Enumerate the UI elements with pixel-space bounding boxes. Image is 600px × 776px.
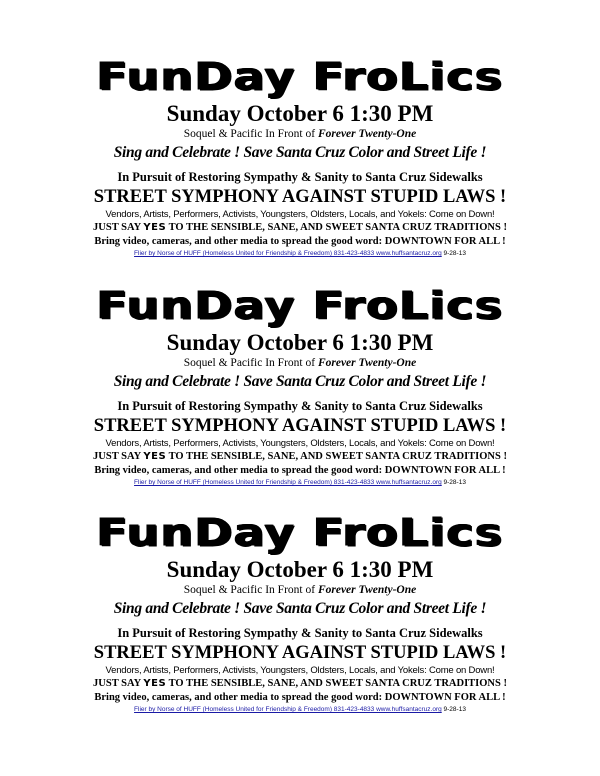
justsay-prefix: JUST SAY: [93, 451, 144, 462]
yes-word: YES: [143, 451, 167, 462]
event-location: [0, 583, 600, 598]
event-date: Sunday October 6 1:30 PM: [166, 330, 434, 355]
symphony-headline: STREET SYMPHONY AGAINST STUPID LAWS !: [93, 643, 507, 663]
event-date: Sunday October 6 1:30 PM: [166, 557, 434, 582]
headline-text: FunDay FroLics: [96, 55, 504, 99]
justsay-prefix: JUST SAY: [93, 678, 144, 689]
bring-media-line: Bring video, cameras, and other media to spread the good word: DOWNTOWN FOR ALL !: [94, 692, 506, 703]
pursuit-line: In Pursuit of Restoring Sympathy & Sanity to Santa Cruz Sidewalks: [117, 170, 483, 184]
flyer-headline: [0, 53, 600, 101]
vendors-line: Vendors, Artists, Performers, Activists, Youngsters, Oldsters, Locals, and Yokels: Come on Down!: [105, 665, 495, 676]
pursuit-line: In Pursuit of Restoring Sympathy & Sanity to Santa Cruz Sidewalks: [117, 399, 483, 413]
location-prefix: Soquel & Pacific In Front of: [183, 128, 318, 140]
sing-slogan: Sing and Celebrate ! Save Santa Cruz Color and Street Life !: [113, 373, 487, 390]
justsay-prefix: JUST SAY: [93, 222, 144, 233]
sing-slogan: Sing and Celebrate ! Save Santa Cruz Color and Street Life !: [113, 144, 487, 161]
event-location: [0, 127, 600, 142]
event-date: Sunday October 6 1:30 PM: [166, 101, 434, 126]
location-prefix: Soquel & Pacific In Front of: [183, 584, 318, 596]
flyer-3: [0, 508, 600, 715]
location-store: Forever Twenty-One: [317, 584, 417, 596]
justsay-suffix: TO THE SENSIBLE, SANE, AND SWEET SANTA CRUZ TRADITIONS !: [166, 678, 507, 689]
credit-link[interactable]: Flier by Norse of HUFF (Homeless United for Friendship & Freedom) 831-423-4833 www.huffsantacruz.org: [134, 479, 442, 486]
flier-credit: [0, 705, 600, 715]
vendors-line: Vendors, Artists, Performers, Activists, Youngsters, Oldsters, Locals, and Yokels: Come on Down!: [105, 209, 495, 220]
just-say-yes-line: [0, 221, 600, 235]
credit-date: 9-28-13: [441, 706, 466, 713]
headline-text: FunDay FroLics: [96, 284, 504, 328]
credit-link[interactable]: Flier by Norse of HUFF (Homeless United for Friendship & Freedom) 831-423-4833 www.huffsantacruz.org: [134, 706, 442, 713]
sing-slogan: Sing and Celebrate ! Save Santa Cruz Color and Street Life !: [113, 600, 487, 617]
headline-text: FunDay FroLics: [96, 511, 504, 555]
location-prefix: Soquel & Pacific In Front of: [183, 357, 318, 369]
vendors-line: Vendors, Artists, Performers, Activists, Youngsters, Oldsters, Locals, and Yokels: Come on Down!: [105, 438, 495, 449]
flyer-headline: [0, 282, 600, 330]
flyer-2: [0, 281, 600, 488]
symphony-headline: STREET SYMPHONY AGAINST STUPID LAWS !: [93, 416, 507, 436]
symphony-headline: STREET SYMPHONY AGAINST STUPID LAWS !: [93, 187, 507, 207]
flier-credit: [0, 478, 600, 488]
flyer-1: [0, 52, 600, 259]
credit-date: 9-28-13: [441, 479, 466, 486]
pursuit-line: In Pursuit of Restoring Sympathy & Sanity to Santa Cruz Sidewalks: [117, 626, 483, 640]
just-say-yes-line: [0, 450, 600, 464]
flier-credit: [0, 249, 600, 259]
justsay-suffix: TO THE SENSIBLE, SANE, AND SWEET SANTA CRUZ TRADITIONS !: [166, 451, 507, 462]
just-say-yes-line: [0, 677, 600, 691]
credit-date: 9-28-13: [441, 250, 466, 257]
bring-media-line: Bring video, cameras, and other media to spread the good word: DOWNTOWN FOR ALL !: [94, 465, 506, 476]
yes-word: YES: [143, 678, 167, 689]
location-store: Forever Twenty-One: [317, 357, 417, 369]
flyer-headline: [0, 509, 600, 557]
event-location: [0, 356, 600, 371]
credit-link[interactable]: Flier by Norse of HUFF (Homeless United for Friendship & Freedom) 831-423-4833 www.huffsantacruz.org: [134, 250, 442, 257]
yes-word: YES: [143, 222, 167, 233]
bring-media-line: Bring video, cameras, and other media to spread the good word: DOWNTOWN FOR ALL !: [94, 236, 506, 247]
location-store: Forever Twenty-One: [317, 128, 417, 140]
justsay-suffix: TO THE SENSIBLE, SANE, AND SWEET SANTA CRUZ TRADITIONS !: [166, 222, 507, 233]
